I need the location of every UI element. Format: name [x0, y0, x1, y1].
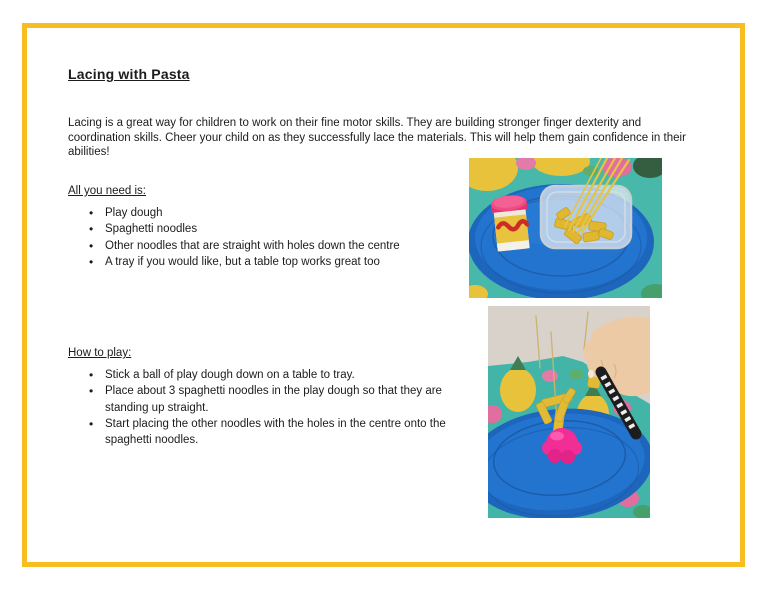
section-heading-play: How to play:	[68, 347, 132, 359]
intro-line: abilities!	[68, 146, 110, 159]
supplies-photo	[469, 158, 662, 298]
page-title: Lacing with Pasta	[68, 66, 190, 82]
noodle-container	[541, 186, 631, 248]
need-list	[86, 205, 460, 270]
intro-line: coordination skills. Cheer your child on as they successfully lace the materials. This will help them gain confidence in their	[68, 131, 686, 144]
list-item: • Start placing the other noodles with the holes in the centre onto the spaghetti noodles.	[86, 416, 454, 449]
list-item: • A tray if you would like, but a table top works great too	[86, 254, 460, 270]
list-item: • Play dough	[86, 205, 460, 221]
intro-paragraph	[68, 116, 718, 160]
list-item: • Spaghetti noodles	[86, 221, 460, 237]
activity-photo	[488, 306, 650, 518]
list-item: • Stick a ball of play dough down on a table to tray.	[86, 367, 454, 383]
play-list	[86, 367, 454, 448]
section-heading-need: All you need is:	[68, 185, 146, 197]
list-item: • Place about 3 spaghetti noodles in the play dough so that they are standing up straight.	[86, 383, 454, 416]
intro-line: Lacing is a great way for children to work on their fine motor skills. They are building stronger finger dexterity and	[68, 117, 642, 129]
list-item: • Other noodles that are straight with holes down the centre	[86, 238, 460, 254]
